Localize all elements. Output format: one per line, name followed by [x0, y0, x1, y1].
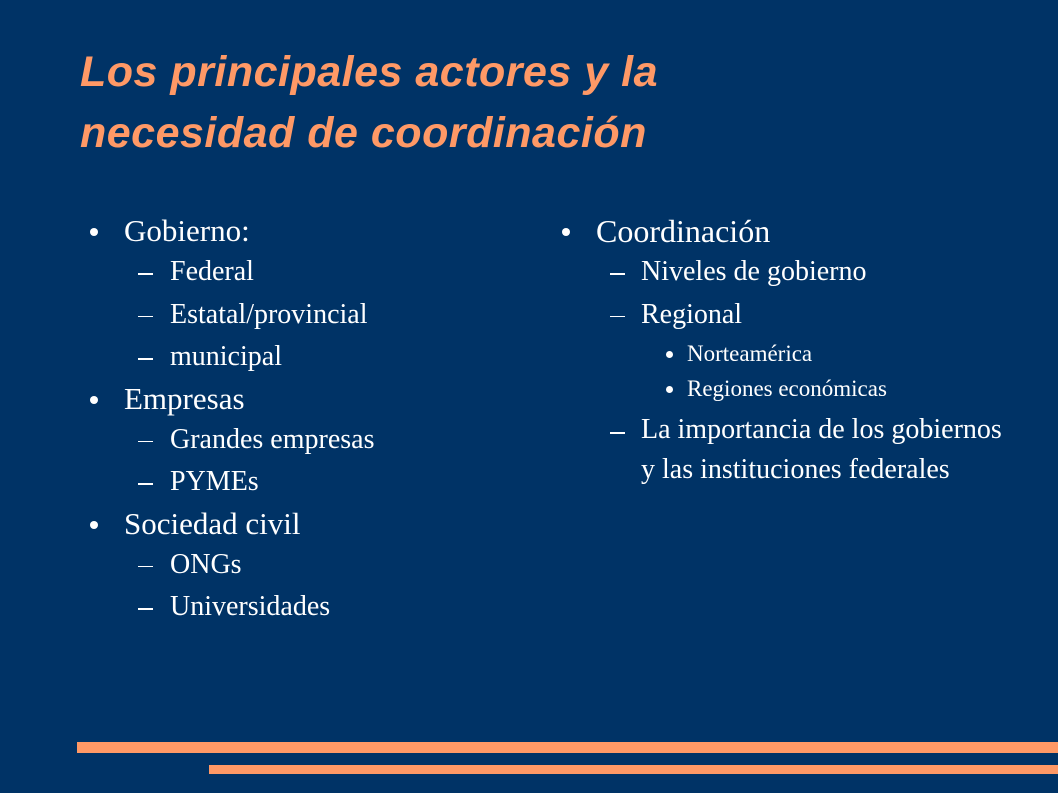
dash-icon — [138, 273, 153, 275]
sub-bullet-universidades — [88, 586, 508, 629]
bullet-sociedad-civil — [88, 504, 508, 544]
sub-bullet-grandes-empresas — [88, 419, 508, 462]
bullet-coordinacion — [560, 211, 1020, 251]
sub-sub-bullet-regiones — [560, 371, 1020, 406]
dash-icon — [610, 316, 625, 318]
dash-icon — [610, 273, 625, 275]
bullet-label: Gobierno: — [124, 213, 250, 248]
bullet-label: Sociedad civil — [124, 505, 301, 541]
sub-bullet-ongs — [88, 544, 508, 587]
bullet-dot-icon — [666, 351, 673, 358]
bullet-dot-icon — [90, 396, 98, 404]
sub-bullet-regional — [560, 294, 1020, 337]
left-column — [88, 211, 508, 629]
sub-bullet-label: municipal — [170, 341, 282, 372]
bullet-label: Coordinación — [596, 213, 771, 249]
dash-icon — [610, 432, 625, 434]
sub-bullet-label: Estatal/provincial — [170, 298, 368, 330]
sub-sub-bullet-norteamerica — [560, 336, 1020, 371]
sub-bullet-municipal — [88, 336, 508, 379]
bullet-dot-icon — [562, 228, 570, 236]
bullet-dot-icon — [90, 228, 98, 236]
sub-bullet-federal — [88, 251, 508, 294]
bullet-empresas — [88, 379, 508, 419]
dash-icon — [138, 358, 153, 360]
sub-bullet-label: ONGs — [170, 548, 242, 580]
sub-bullet-label: Niveles de gobierno — [641, 256, 867, 287]
sub-bullet-niveles — [560, 251, 1020, 294]
dash-icon — [138, 441, 153, 443]
sub-bullet-label: Universidades — [170, 591, 331, 622]
decorative-bar-top — [77, 742, 1058, 753]
dash-icon — [138, 316, 153, 318]
sub-bullet-label: Federal — [170, 256, 254, 287]
sub-sub-bullet-label: Regiones económicas — [687, 376, 887, 401]
right-column — [560, 211, 1020, 490]
sub-bullet-label: La importancia de los gobiernos y las instituciones federales — [641, 414, 1002, 485]
dash-icon — [138, 566, 153, 568]
bullet-dot-icon — [90, 521, 98, 529]
sub-bullet-label: PYMEs — [170, 466, 259, 497]
slide-title — [80, 42, 1020, 164]
sub-bullet-label: Grandes empresas — [170, 423, 375, 455]
sub-bullet-importancia — [560, 410, 1020, 490]
sub-sub-bullet-label: Norteamérica — [687, 341, 813, 366]
sub-bullet-pymes — [88, 461, 508, 504]
bullet-gobierno — [88, 211, 508, 251]
dash-icon — [138, 483, 153, 485]
slide-title-line-1: Los principales actores y la — [80, 48, 659, 96]
dash-icon — [138, 608, 153, 610]
decorative-bar-bottom — [209, 765, 1058, 774]
bullet-label: Empresas — [124, 380, 245, 416]
slide-title-line-2: necesidad de coordinación — [80, 109, 647, 157]
sub-bullet-label: Regional — [641, 298, 743, 330]
bullet-dot-icon — [666, 386, 673, 393]
sub-bullet-estatal — [88, 294, 508, 337]
